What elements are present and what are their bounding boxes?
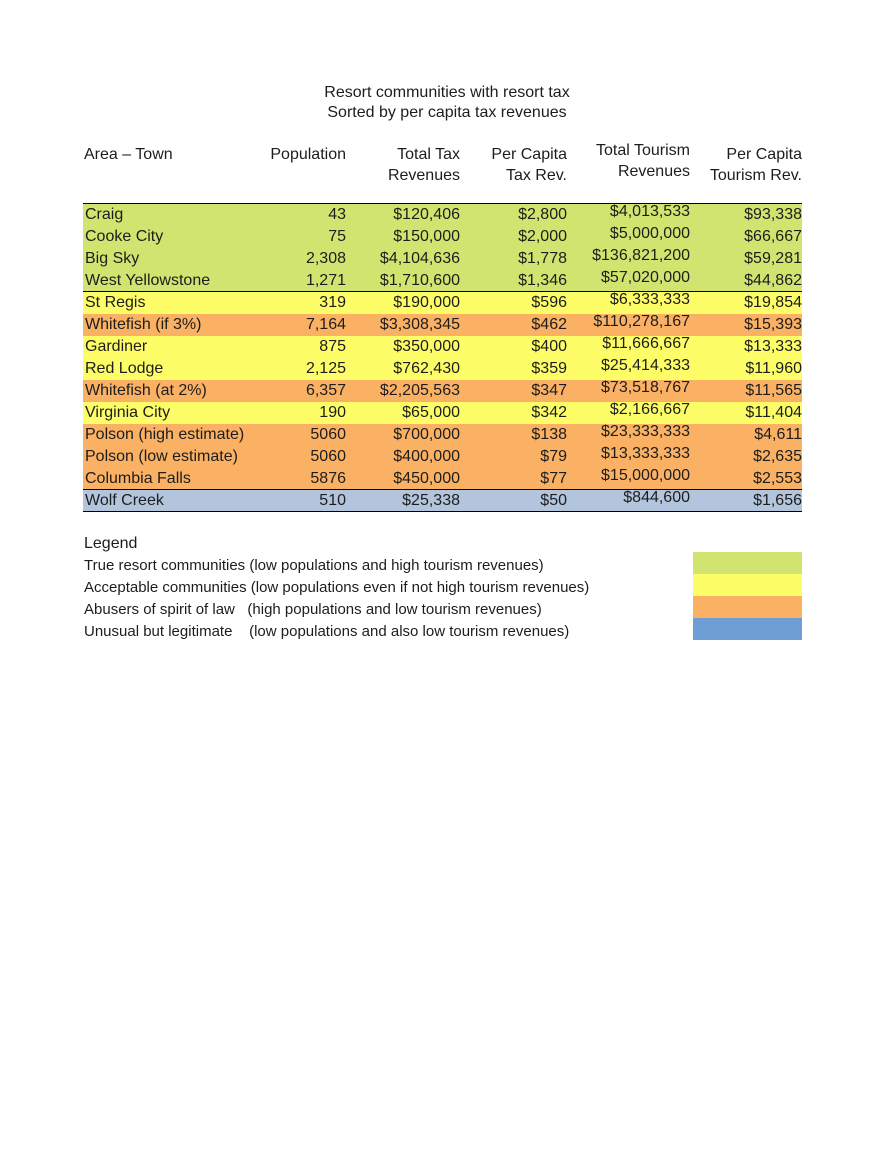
cell-area-town: Wolf Creek [85,492,164,509]
cell-per-capita-tourism-rev: $11,565 [745,382,802,399]
cell-total-tax-revenues: $400,000 [393,448,460,465]
cell-total-tourism-revenues: $136,821,200 [592,247,690,264]
cell-per-capita-tax-rev: $462 [531,316,567,333]
cell-total-tourism-revenues: $73,518,767 [601,379,690,396]
table-row [83,402,802,424]
cell-total-tax-revenues: $762,430 [393,360,460,377]
cell-total-tourism-revenues: $23,333,333 [601,423,690,440]
cell-total-tourism-revenues: $57,020,000 [601,269,690,286]
cell-population: 510 [319,492,346,509]
legend-entry-label: Acceptable communities (low populations even if not high tourism revenues) [84,579,590,596]
table-row [83,358,802,380]
cell-population: 2,308 [305,250,346,267]
cell-area-town: Gardiner [85,338,148,355]
cell-population: 1,271 [305,272,346,289]
cell-population: 2,125 [305,360,346,377]
cell-per-capita-tourism-rev: $2,553 [753,470,802,487]
cell-population: 43 [328,206,346,223]
cell-total-tax-revenues: $2,205,563 [379,382,460,399]
cell-per-capita-tax-rev: $2,800 [518,206,567,223]
cell-population: 875 [319,338,346,355]
legend-swatch [693,618,802,640]
table-row [83,336,802,358]
cell-per-capita-tourism-rev: $59,281 [744,250,802,267]
cell-per-capita-tax-rev: $342 [531,404,567,421]
legend-swatch [693,596,802,618]
cell-per-capita-tax-rev: $79 [540,448,567,465]
cell-total-tax-revenues: $120,406 [393,206,460,223]
table-row [83,314,802,336]
cell-area-town: Red Lodge [85,360,164,377]
table-row [83,380,802,402]
cell-area-town: Columbia Falls [85,470,191,487]
page-title [0,83,894,123]
cell-total-tax-revenues: $700,000 [393,426,460,443]
cell-per-capita-tax-rev: $596 [531,294,567,311]
cell-per-capita-tourism-rev: $15,393 [744,316,802,333]
cell-total-tourism-revenues: $2,166,667 [609,401,690,418]
cell-population: 6,357 [305,382,346,399]
cell-total-tourism-revenues: $844,600 [623,489,690,506]
cell-area-town: West Yellowstone [85,272,211,289]
table-row [83,204,802,226]
cell-population: 319 [319,294,346,311]
cell-per-capita-tourism-rev: $93,338 [744,206,802,223]
cell-area-town: Big Sky [85,250,140,267]
cell-per-capita-tax-rev: $77 [540,470,567,487]
cell-total-tax-revenues: $3,308,345 [379,316,460,333]
cell-area-town: Virginia City [85,404,171,421]
table-row [83,490,802,512]
cell-total-tax-revenues: $190,000 [393,294,460,311]
legend-list [84,555,589,643]
table-row [83,292,802,314]
cell-per-capita-tax-rev: $1,346 [518,272,567,289]
cell-population: 5060 [310,426,346,443]
cell-per-capita-tourism-rev: $13,333 [744,338,802,355]
column-header-per-capita-tax-rev: Per Capita Tax Rev. [491,146,567,184]
cell-per-capita-tax-rev: $1,778 [518,250,567,267]
cell-area-town: Whitefish (at 2%) [85,382,207,399]
legend-swatch [693,574,802,596]
cell-population: 190 [319,404,346,421]
cell-per-capita-tourism-rev: $19,854 [744,294,802,311]
table-row [83,446,802,468]
cell-per-capita-tourism-rev: $11,404 [745,404,802,421]
cell-total-tax-revenues: $4,104,636 [379,250,460,267]
cell-total-tax-revenues: $350,000 [393,338,460,355]
legend-entry-label: True resort communities (low populations and high tourism revenues) [84,557,544,574]
table-row [83,248,802,270]
column-header-total-tourism-revenues: Total Tourism Revenues [596,142,690,180]
page-title-line2: Sorted by per capita tax revenues [327,104,567,121]
cell-population: 5876 [310,470,346,487]
legend-swatch-block [693,552,802,640]
cell-area-town: Polson (high estimate) [85,426,245,443]
legend-heading: Legend [84,535,138,552]
cell-per-capita-tourism-rev: $2,635 [753,448,802,465]
cell-total-tax-revenues: $65,000 [402,404,460,421]
cell-per-capita-tax-rev: $359 [531,360,567,377]
cell-per-capita-tourism-rev: $44,862 [744,272,802,289]
cell-total-tourism-revenues: $6,333,333 [609,291,690,308]
cell-per-capita-tax-rev: $2,000 [518,228,567,245]
table-row [83,468,802,490]
cell-per-capita-tax-rev: $347 [531,382,567,399]
cell-total-tax-revenues: $1,710,600 [379,272,460,289]
cell-total-tourism-revenues: $5,000,000 [609,225,690,242]
cell-total-tourism-revenues: $110,278,167 [593,313,690,330]
legend-swatch [693,552,802,574]
legend-entry-label: Abusers of spirit of law (high populations and low tourism revenues) [84,601,542,618]
cell-area-town: Whitefish (if 3%) [85,316,202,333]
cell-population: 7,164 [305,316,346,333]
cell-per-capita-tax-rev: $50 [540,492,567,509]
cell-per-capita-tax-rev: $138 [531,426,567,443]
column-header-per-capita-tourism-rev: Per Capita Tourism Rev. [709,146,802,184]
cell-area-town: Polson (low estimate) [85,448,238,465]
cell-total-tourism-revenues: $15,000,000 [601,467,690,484]
table-row [83,270,802,292]
legend-entry-label: Unusual but legitimate (low populations and also low tourism revenues) [84,623,570,640]
column-header-area-town: Area – Town [84,146,173,163]
cell-per-capita-tax-rev: $400 [531,338,567,355]
cell-per-capita-tourism-rev: $4,611 [754,426,802,443]
page-title-line1: Resort communities with resort tax [324,84,570,101]
resort-table-body [83,203,802,512]
cell-per-capita-tourism-rev: $66,667 [744,228,802,245]
cell-total-tourism-revenues: $11,666,667 [602,335,690,352]
cell-per-capita-tourism-rev: $11,960 [745,360,802,377]
cell-area-town: Cooke City [85,228,164,245]
cell-area-town: Craig [85,206,124,223]
table-row [83,424,802,446]
cell-total-tourism-revenues: $13,333,333 [601,445,690,462]
table-row [83,226,802,248]
cell-total-tourism-revenues: $25,414,333 [601,357,690,374]
cell-area-town: St Regis [85,294,146,311]
cell-total-tourism-revenues: $4,013,533 [609,203,690,220]
cell-total-tax-revenues: $150,000 [393,228,460,245]
cell-total-tax-revenues: $450,000 [393,470,460,487]
column-header-total-tax-revenues: Total Tax Revenues [387,146,460,184]
column-header-population: Population [270,146,346,163]
cell-total-tax-revenues: $25,338 [402,492,460,509]
table-header-row [83,144,802,186]
cell-per-capita-tourism-rev: $1,656 [753,492,802,509]
cell-population: 75 [328,228,346,245]
cell-population: 5060 [310,448,346,465]
